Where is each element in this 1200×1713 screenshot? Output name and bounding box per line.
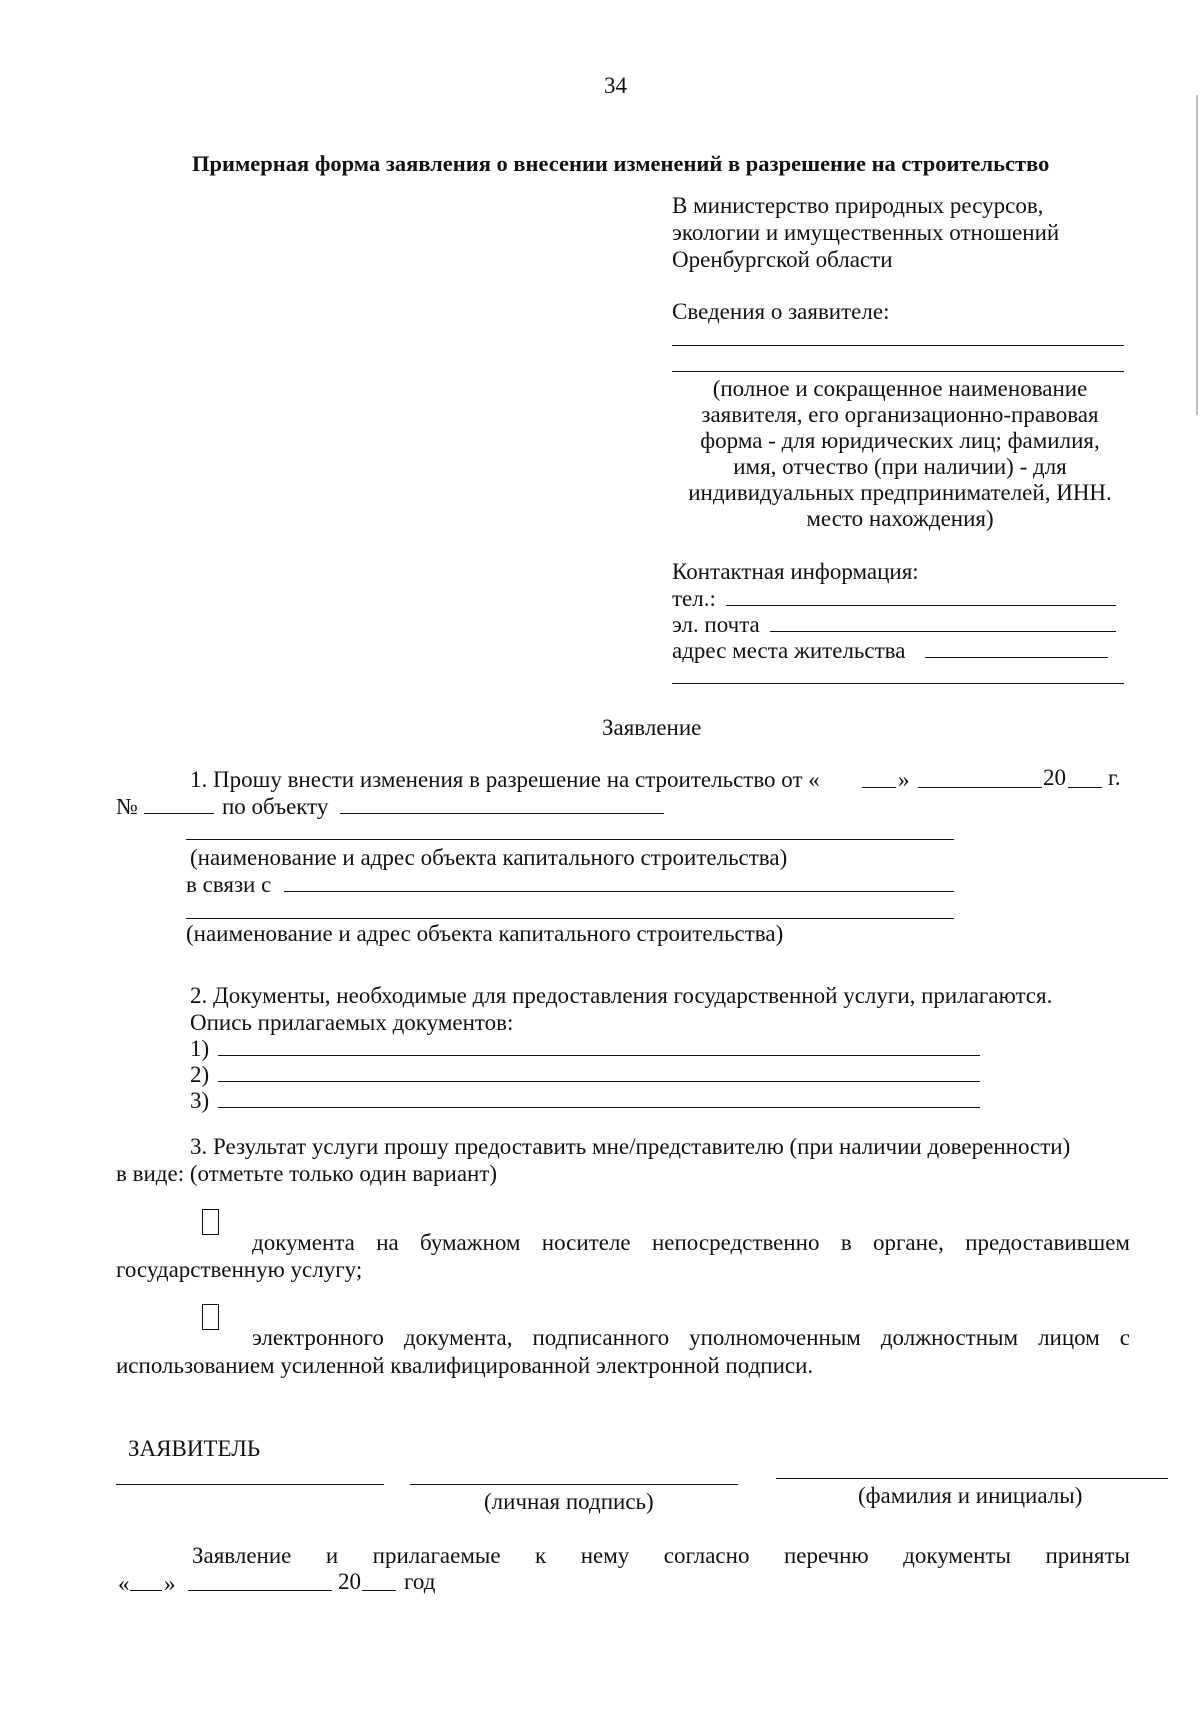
applicant-hint-1: (полное и сокращенное наименование bbox=[712, 376, 1088, 401]
permit-number-field[interactable] bbox=[144, 813, 214, 814]
applicant-hint-2: заявителя, его организационно-правовая bbox=[701, 402, 1099, 427]
option-electronic-word: лицом bbox=[1038, 1325, 1100, 1350]
applicant-hint-3: форма - для юридических лиц; фамилия, bbox=[700, 428, 1100, 453]
inventory-label: Опись прилагаемых документов: bbox=[190, 1010, 514, 1035]
option-electronic-word: подписанного bbox=[532, 1325, 670, 1350]
permit-year-field[interactable] bbox=[1068, 787, 1102, 788]
applicant-info-label: Сведения о заявителе: bbox=[672, 299, 890, 324]
acceptance-word: к bbox=[535, 1543, 547, 1568]
email-field[interactable] bbox=[770, 631, 1116, 632]
option-electronic-line-1 bbox=[252, 1326, 1130, 1349]
doc-list-1-label: 1) bbox=[190, 1036, 210, 1061]
acceptance-line-1 bbox=[192, 1544, 1130, 1567]
acceptance-day-field[interactable] bbox=[130, 1590, 162, 1591]
acceptance-year-prefix: 20 bbox=[338, 1569, 361, 1594]
doc-list-1-field[interactable] bbox=[218, 1055, 980, 1056]
option-electronic-line-2: использованием усиленной квалифицированной электронной подписи. bbox=[116, 1353, 814, 1378]
addressee-line-2: экологии и имущественных отношений bbox=[672, 220, 1060, 245]
applicant-hint-5: индивидуальных предпринимателей, ИНН. bbox=[688, 480, 1112, 505]
option-electronic-word: с bbox=[1119, 1325, 1130, 1350]
permit-year-prefix: 20 bbox=[1043, 765, 1066, 790]
due-to-label: в связи с bbox=[186, 872, 272, 897]
permit-month-field[interactable] bbox=[918, 787, 1042, 788]
object-hint-2: (наименование и адрес объекта капитального строительства) bbox=[186, 921, 784, 946]
option-electronic-word: электронного bbox=[252, 1325, 384, 1350]
acceptance-year-word: год bbox=[404, 1569, 436, 1594]
form-title: Примерная форма заявления о внесении изменений в разрешение на строительство bbox=[192, 151, 1050, 176]
acceptance-year-field[interactable] bbox=[362, 1590, 396, 1591]
applicant-heading: ЗАЯВИТЕЛЬ bbox=[128, 1436, 261, 1461]
object-field[interactable] bbox=[340, 813, 664, 814]
signature-field-1[interactable] bbox=[116, 1484, 384, 1485]
page-number: 34 bbox=[604, 73, 627, 98]
acceptance-month-field[interactable] bbox=[188, 1590, 332, 1591]
acceptance-word: нему bbox=[580, 1543, 630, 1568]
acceptance-word: документы bbox=[903, 1543, 1011, 1568]
option-paper-line-2: государственную услугу; bbox=[116, 1257, 363, 1282]
applicant-hint-6: место нахождения) bbox=[806, 506, 994, 531]
item3-line-2: в виде: (отметьте только один вариант) bbox=[116, 1161, 498, 1186]
phone-field[interactable] bbox=[726, 605, 1116, 606]
addressee-line-3: Оренбургской области bbox=[672, 247, 893, 272]
permit-quote-close: » bbox=[898, 767, 910, 792]
acceptance-word: перечню bbox=[783, 1543, 869, 1568]
option-electronic-word: должностным bbox=[880, 1325, 1019, 1350]
personal-signature-label: (личная подпись) bbox=[484, 1489, 654, 1514]
applicant-name-field-1[interactable] bbox=[672, 345, 1124, 346]
object-hint-1: (наименование и адрес объекта капитального строительства) bbox=[190, 845, 788, 870]
option-electronic-word: уполномоченным bbox=[689, 1325, 861, 1350]
option-paper-word: органе, bbox=[873, 1230, 944, 1255]
option-paper-word: предоставившем bbox=[965, 1230, 1130, 1255]
acceptance-word: приняты bbox=[1045, 1543, 1130, 1568]
personal-signature-field[interactable] bbox=[410, 1484, 738, 1485]
due-to-field-2[interactable] bbox=[186, 918, 954, 919]
phone-label: тел.: bbox=[672, 586, 716, 611]
option-paper-checkbox[interactable] bbox=[202, 1209, 219, 1235]
doc-list-3-field[interactable] bbox=[218, 1107, 980, 1108]
applicant-hint-4: имя, отчество (при наличии) - для bbox=[733, 454, 1067, 479]
doc-list-3-label: 3) bbox=[190, 1088, 210, 1113]
statement-heading: Заявление bbox=[602, 715, 702, 740]
address-label: адрес места жительства bbox=[672, 638, 906, 663]
option-paper-word: бумажном bbox=[420, 1230, 521, 1255]
permit-day-field[interactable] bbox=[862, 787, 896, 788]
address-field[interactable] bbox=[925, 657, 1108, 658]
addressee-line-1: В министерство природных ресурсов, bbox=[672, 193, 1044, 218]
name-initials-label: (фамилия и инициалы) bbox=[858, 1483, 1083, 1508]
acceptance-word: и bbox=[325, 1543, 339, 1568]
doc-list-2-label: 2) bbox=[190, 1062, 210, 1087]
option-paper-word: на bbox=[376, 1230, 399, 1255]
option-paper-word: непосредственно bbox=[651, 1230, 820, 1255]
address-field-2[interactable] bbox=[672, 683, 1124, 684]
name-initials-field[interactable] bbox=[776, 1478, 1168, 1479]
object-name-field[interactable] bbox=[186, 839, 954, 840]
number-sign: № bbox=[116, 794, 138, 819]
option-paper-word: в bbox=[840, 1230, 852, 1255]
acceptance-quote-close: » bbox=[164, 1571, 176, 1596]
permit-year-suffix: г. bbox=[1108, 765, 1121, 790]
item1-text: 1. Прошу внести изменения в разрешение на строительство от « bbox=[190, 767, 820, 792]
email-label: эл. почта bbox=[672, 612, 760, 637]
acceptance-word: прилагаемые bbox=[372, 1543, 501, 1568]
applicant-name-field-2[interactable] bbox=[672, 371, 1124, 372]
due-to-field[interactable] bbox=[284, 891, 954, 892]
option-paper-word: документа bbox=[252, 1230, 355, 1255]
acceptance-word: Заявление bbox=[192, 1543, 292, 1568]
contacts-label: Контактная информация: bbox=[672, 559, 919, 584]
scan-edge bbox=[1196, 95, 1198, 415]
item2-text: 2. Документы, необходимые для предоставления государственной услуги, прилагаются. bbox=[190, 983, 1053, 1008]
option-electronic-word: документа, bbox=[403, 1325, 513, 1350]
option-paper-word: носителе bbox=[541, 1230, 631, 1255]
doc-list-2-field[interactable] bbox=[218, 1081, 980, 1082]
acceptance-quote-open: « bbox=[118, 1571, 130, 1596]
acceptance-word: согласно bbox=[663, 1543, 750, 1568]
item3-line-1: 3. Результат услуги прошу предоставить мне/представителю (при наличии доверенности) bbox=[190, 1134, 1071, 1159]
option-paper-line-1 bbox=[252, 1231, 1130, 1254]
option-electronic-checkbox[interactable] bbox=[202, 1304, 219, 1330]
by-object-label: по объекту bbox=[222, 794, 329, 819]
